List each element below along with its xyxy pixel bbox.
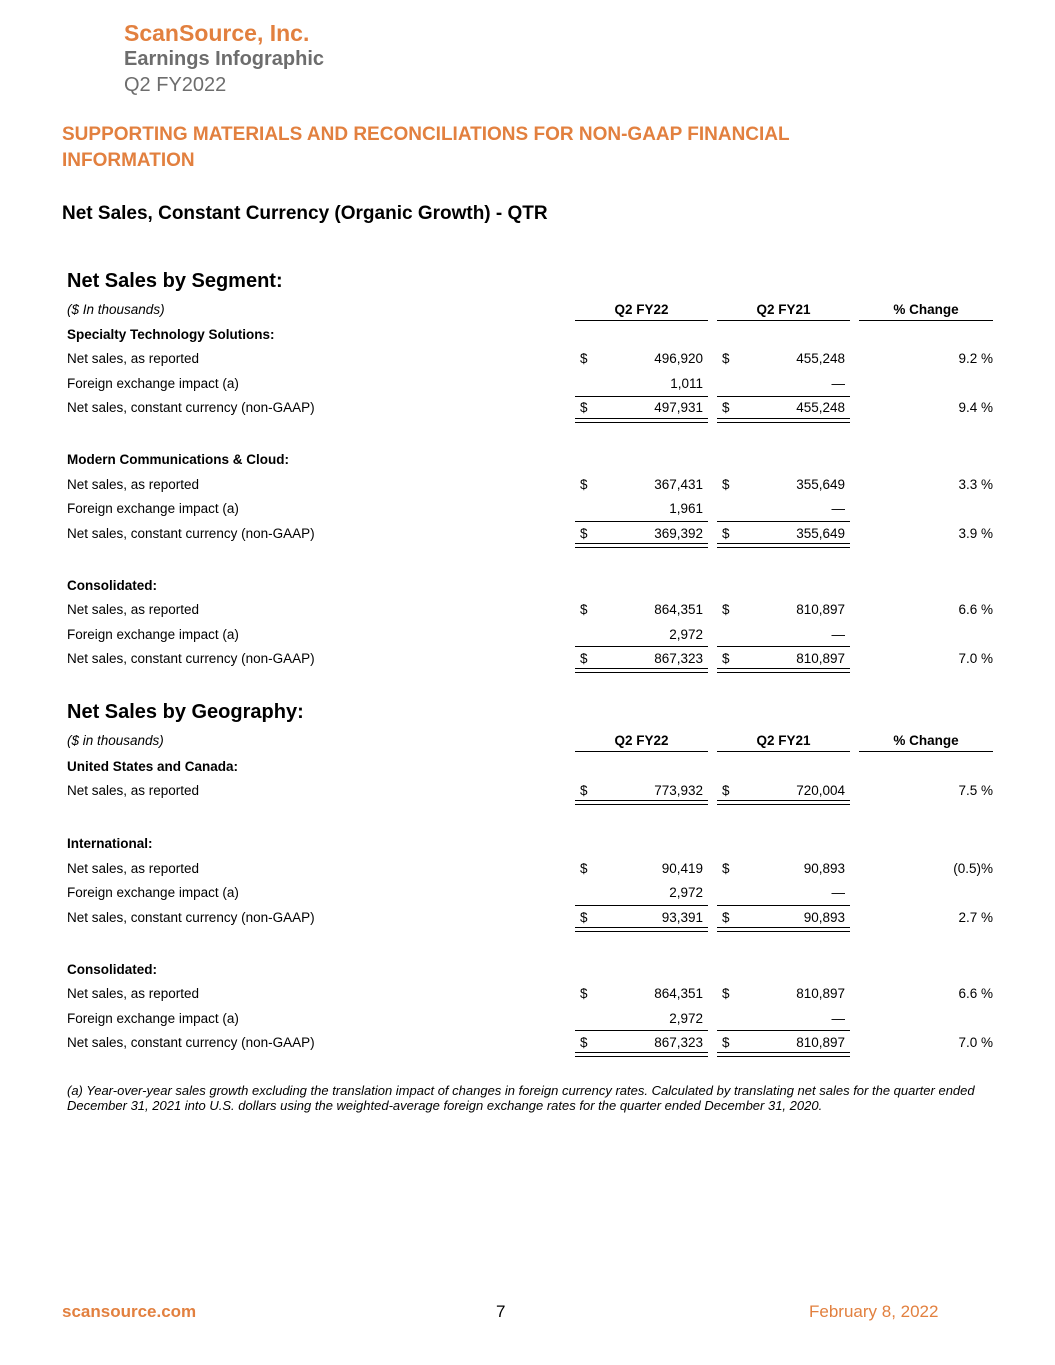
value-q2fy21: —: [831, 627, 845, 642]
value-q2fy21: 455,248: [796, 400, 845, 415]
footer-date: February 8, 2022: [809, 1302, 939, 1321]
value-q2fy22: 496,920: [654, 351, 703, 366]
table-row: [67, 351, 993, 371]
header-rule: [575, 320, 708, 321]
value-pct-change: 3.3 %: [958, 477, 993, 492]
total-double-rule: [575, 418, 708, 423]
currency-symbol: $: [722, 602, 730, 617]
table-row: [67, 986, 993, 1006]
subtotal-rule: [575, 396, 708, 397]
value-q2fy21: 810,897: [796, 651, 845, 666]
total-double-rule: [575, 927, 708, 932]
header-rule: [717, 751, 850, 752]
group-name: Modern Communications & Cloud:: [67, 452, 289, 467]
geography-header-row: [67, 733, 993, 753]
table-row: [67, 526, 993, 546]
table-row: [67, 501, 993, 521]
header-rule: [859, 751, 993, 752]
row-label: Net sales, constant currency (non-GAAP): [67, 400, 315, 415]
subtotal-rule: [575, 646, 708, 647]
table-row: [67, 602, 993, 622]
value-pct-change: (0.5)%: [953, 861, 993, 876]
currency-symbol: $: [580, 602, 588, 617]
currency-symbol: $: [580, 400, 588, 415]
currency-symbol: $: [722, 526, 730, 541]
table-row: [67, 1011, 993, 1031]
value-pct-change: 9.2 %: [958, 351, 993, 366]
currency-symbol: $: [580, 526, 588, 541]
row-label: Net sales, as reported: [67, 861, 200, 876]
row-label: Net sales, constant currency (non-GAAP): [67, 651, 315, 666]
total-double-rule: [575, 668, 708, 673]
table-row: [67, 1035, 993, 1055]
row-label: Net sales, as reported: [67, 986, 200, 1001]
value-q2fy22: 864,351: [654, 986, 703, 1001]
segment-header-row: [67, 302, 993, 322]
currency-symbol: $: [580, 783, 588, 798]
group-heading: [67, 578, 993, 598]
geography-table-title: Net Sales by Geography:: [67, 701, 304, 723]
currency-symbol: $: [722, 861, 730, 876]
value-pct-change: 7.5 %: [958, 783, 993, 798]
currency-symbol: $: [580, 351, 588, 366]
row-label: Net sales, constant currency (non-GAAP): [67, 910, 315, 925]
table-row: [67, 627, 993, 647]
company-name: ScanSource, Inc.: [124, 20, 310, 46]
value-pct-change: 6.6 %: [958, 986, 993, 1001]
value-pct-change: 6.6 %: [958, 602, 993, 617]
footer-website: scansource.com: [62, 1302, 197, 1321]
subtotal-rule: [575, 1030, 708, 1031]
row-label: Net sales, constant currency (non-GAAP): [67, 1035, 315, 1050]
subtotal-rule: [717, 521, 850, 522]
page-number: 7: [496, 1302, 506, 1321]
value-q2fy22: 2,972: [669, 885, 703, 900]
currency-symbol: $: [722, 351, 730, 366]
value-q2fy22: 369,392: [654, 526, 703, 541]
value-q2fy21: —: [831, 885, 845, 900]
currency-symbol: $: [580, 477, 588, 492]
segment-table-title: Net Sales by Segment:: [67, 270, 283, 292]
currency-symbol: $: [722, 651, 730, 666]
currency-symbol: $: [580, 986, 588, 1001]
currency-symbol: $: [722, 910, 730, 925]
value-q2fy22: 367,431: [654, 477, 703, 492]
table-row: [67, 885, 993, 905]
col-header-q2fy22: Q2 FY22: [614, 302, 669, 317]
value-q2fy21: 355,649: [796, 526, 845, 541]
total-double-rule: [717, 668, 850, 673]
value-q2fy22: 90,419: [661, 861, 703, 876]
table-row: [67, 477, 993, 497]
report-period: Q2 FY2022: [124, 74, 227, 96]
value-q2fy21: 90,893: [803, 861, 845, 876]
section-title: Net Sales, Constant Currency (Organic Growth) - QTR: [62, 203, 548, 224]
total-double-rule: [717, 1052, 850, 1057]
table-row: [67, 783, 993, 803]
currency-symbol: $: [580, 910, 588, 925]
subtotal-rule: [575, 905, 708, 906]
group-name: International:: [67, 836, 153, 851]
currency-symbol: $: [580, 1035, 588, 1050]
value-q2fy21: 810,897: [796, 602, 845, 617]
value-q2fy21: 810,897: [796, 1035, 845, 1050]
row-label: Foreign exchange impact (a): [67, 627, 239, 642]
value-q2fy22: 93,391: [661, 910, 703, 925]
currency-symbol: $: [722, 400, 730, 415]
value-q2fy22: 773,932: [654, 783, 703, 798]
currency-symbol: $: [580, 651, 588, 666]
group-name: United States and Canada:: [67, 759, 239, 774]
total-double-rule: [575, 1052, 708, 1057]
total-double-rule: [717, 927, 850, 932]
report-subtitle: Earnings Infographic: [124, 48, 325, 70]
subtotal-rule: [717, 396, 850, 397]
group-name: Specialty Technology Solutions:: [67, 327, 275, 342]
group-heading: [67, 327, 993, 347]
subtotal-rule: [717, 646, 850, 647]
row-label: Net sales, constant currency (non-GAAP): [67, 526, 315, 541]
currency-symbol: $: [722, 477, 730, 492]
total-double-rule: [575, 543, 708, 548]
group-heading: [67, 962, 993, 982]
row-label: Net sales, as reported: [67, 477, 200, 492]
row-label: Net sales, as reported: [67, 602, 200, 617]
value-q2fy21: —: [831, 376, 845, 391]
group-heading: [67, 836, 993, 856]
group-name: Consolidated:: [67, 578, 157, 593]
col-header-q2fy21: Q2 FY21: [756, 733, 811, 748]
row-label: Foreign exchange impact (a): [67, 501, 239, 516]
total-double-rule: [717, 418, 850, 423]
col-header-q2fy21: Q2 FY21: [756, 302, 811, 317]
value-pct-change: 9.4 %: [958, 400, 993, 415]
value-q2fy22: 497,931: [654, 400, 703, 415]
row-label: Foreign exchange impact (a): [67, 885, 239, 900]
total-double-rule: [717, 800, 850, 805]
value-q2fy22: 1,011: [670, 376, 703, 391]
value-q2fy22: 867,323: [654, 651, 703, 666]
value-q2fy21: 355,649: [796, 477, 845, 492]
value-q2fy22: 864,351: [654, 602, 703, 617]
value-q2fy22: 867,323: [654, 1035, 703, 1050]
total-double-rule: [575, 800, 708, 805]
col-header-pct-change: % Change: [893, 733, 959, 748]
value-q2fy22: 2,972: [669, 627, 703, 642]
currency-symbol: $: [580, 861, 588, 876]
value-q2fy22: 1,961: [669, 501, 703, 516]
value-q2fy21: —: [831, 1011, 845, 1026]
group-heading: [67, 452, 993, 472]
table-row: [67, 376, 993, 396]
footnote: (a) Year-over-year sales growth excluding the translation impact of changes in foreign currency rates. Calculated by translating net sales for the quarter ended December 31, 2021 into U.S. dollars using the weighted-average foreign exchange rates for the quarter ended December 31, 2020.: [67, 1083, 975, 1113]
currency-symbol: $: [722, 1035, 730, 1050]
row-label: Foreign exchange impact (a): [67, 376, 239, 391]
geography-units-label: ($ in thousands): [67, 733, 164, 748]
header-rule: [859, 320, 993, 321]
table-row: [67, 910, 993, 930]
subtotal-rule: [717, 1030, 850, 1031]
value-pct-change: 7.0 %: [958, 1035, 993, 1050]
group-name: Consolidated:: [67, 962, 157, 977]
col-header-pct-change: % Change: [893, 302, 959, 317]
subtotal-rule: [575, 521, 708, 522]
table-row: [67, 400, 993, 420]
value-q2fy21: 810,897: [796, 986, 845, 1001]
segment-units-label: ($ In thousands): [67, 302, 165, 317]
value-pct-change: 2.7 %: [958, 910, 993, 925]
currency-symbol: $: [722, 986, 730, 1001]
currency-symbol: $: [722, 783, 730, 798]
value-pct-change: 3.9 %: [958, 526, 993, 541]
value-q2fy21: 90,893: [803, 910, 845, 925]
header-rule: [717, 320, 850, 321]
value-q2fy21: —: [831, 501, 845, 516]
value-q2fy21: 455,248: [796, 351, 845, 366]
row-label: Net sales, as reported: [67, 351, 200, 366]
table-row: [67, 651, 993, 671]
row-label: Foreign exchange impact (a): [67, 1011, 239, 1026]
group-heading: [67, 759, 993, 779]
table-row: [67, 861, 993, 881]
row-label: Net sales, as reported: [67, 783, 200, 798]
value-pct-change: 7.0 %: [958, 651, 993, 666]
value-q2fy21: 720,004: [796, 783, 845, 798]
section-banner: SUPPORTING MATERIALS AND RECONCILIATIONS FOR NON-GAAP FINANCIAL INFORMATION: [62, 124, 790, 171]
subtotal-rule: [717, 905, 850, 906]
header-rule: [575, 751, 708, 752]
total-double-rule: [717, 543, 850, 548]
value-q2fy22: 2,972: [669, 1011, 703, 1026]
col-header-q2fy22: Q2 FY22: [614, 733, 669, 748]
